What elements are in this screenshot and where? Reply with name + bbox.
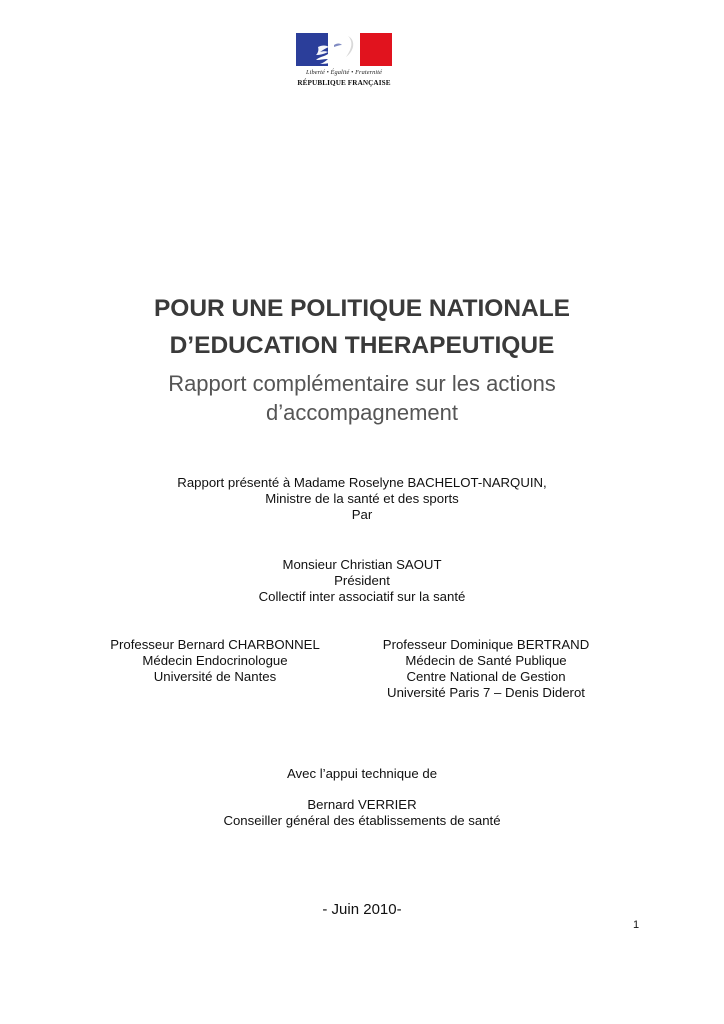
subtitle-line-2: d’accompagnement xyxy=(265,400,458,425)
author-left-org: Université de Nantes xyxy=(153,669,277,684)
presented-line-2: Ministre de la santé et des sports xyxy=(265,491,459,506)
support-block xyxy=(0,797,724,829)
document-date: - Juin 2010- xyxy=(322,901,402,918)
logo-motto: Liberté • Égalité • Fraternité xyxy=(306,69,382,76)
support-name: Bernard VERRIER xyxy=(307,797,417,812)
author-main-name: Monsieur Christian SAOUT xyxy=(282,557,442,572)
author-left-name: Professeur Bernard CHARBONNEL xyxy=(110,637,320,652)
title-line-1: POUR UNE POLITIQUE NATIONALE xyxy=(153,295,571,322)
logo-name: RÉPUBLIQUE FRANÇAISE xyxy=(297,79,391,87)
marianne-flag-icon xyxy=(296,33,392,66)
author-main-org: Collectif inter associatif sur la santé xyxy=(258,589,466,604)
document-subtitle xyxy=(0,369,724,427)
presentation-block xyxy=(0,475,724,523)
presented-line-3: Par xyxy=(351,507,373,522)
subtitle-line-1: Rapport complémentaire sur les actions xyxy=(168,371,556,396)
author-left-role: Médecin Endocrinologue xyxy=(142,653,288,668)
author-main xyxy=(0,557,724,605)
document-title xyxy=(0,290,724,364)
republique-francaise-logo xyxy=(296,33,392,93)
page-number: 1 xyxy=(632,919,640,931)
author-right xyxy=(370,637,602,701)
author-right-org-1: Centre National de Gestion xyxy=(406,669,566,684)
presented-line-1: Rapport présenté à Madame Roselyne BACHELOT-NARQUIN, xyxy=(177,475,547,490)
author-right-org-2: Université Paris 7 – Denis Diderot xyxy=(387,685,585,700)
author-left xyxy=(100,637,330,685)
author-main-role: Président xyxy=(334,573,390,588)
author-right-role: Médecin de Santé Publique xyxy=(405,653,567,668)
support-intro: Avec l’appui technique de xyxy=(286,766,438,781)
title-line-2: D’EDUCATION THERAPEUTIQUE xyxy=(169,332,555,359)
author-right-name: Professeur Dominique BERTRAND xyxy=(382,637,590,652)
support-role: Conseiller général des établissements de santé xyxy=(223,813,501,828)
